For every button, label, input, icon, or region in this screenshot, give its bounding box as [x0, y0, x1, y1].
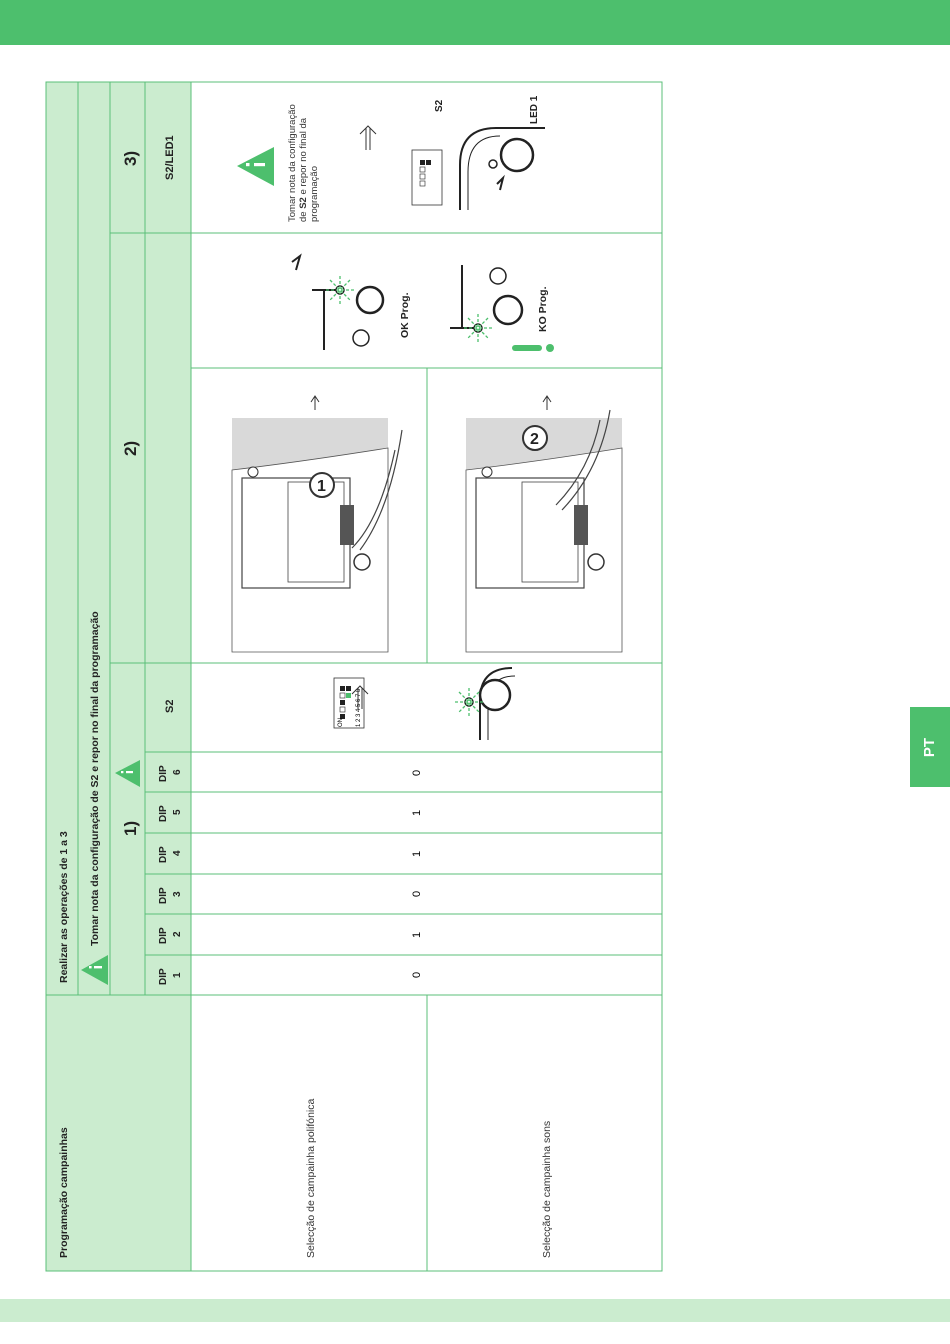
row-label-sons: Selecção de campainha sons — [541, 1120, 553, 1258]
ok-prog-label: OK Prog. — [399, 292, 411, 338]
svg-text:DIP: DIP — [158, 968, 169, 985]
dip-value-4: 1 — [411, 850, 423, 857]
instruction-text: Realizar as operações de 1 a 3 — [58, 831, 70, 983]
col-s2-header: S2 — [164, 699, 176, 713]
svg-text:1: 1 — [172, 972, 183, 978]
dip-value-6: 0 — [411, 769, 423, 776]
dip-value-3: 0 — [411, 890, 423, 897]
row-label-polifonica: Selecção de campainha polifónica — [305, 1098, 317, 1258]
badge-2: 2 — [530, 431, 539, 448]
svg-text:DIP: DIP — [158, 805, 169, 822]
svg-text:6: 6 — [172, 769, 183, 775]
table-title: Programação campainhas — [58, 1127, 70, 1258]
device-illustration-2 — [466, 396, 622, 652]
warning-icon-step3 — [237, 147, 274, 186]
dip-switch-illustration — [334, 678, 364, 728]
svg-text:DIP: DIP — [158, 927, 169, 944]
badge-1: 1 — [317, 478, 326, 495]
svg-text:1 2 3 4 5 6 7 8: 1 2 3 4 5 6 7 8 — [356, 688, 362, 727]
step-2-label: 2) — [121, 440, 140, 456]
note-text: Tomar nota da configuração de S2 e repor no final da programação — [89, 611, 101, 946]
led-corner-illustration-step3 — [460, 128, 545, 210]
svg-text:4: 4 — [172, 850, 183, 856]
led-corner-illustration — [455, 668, 515, 740]
step-1-label: 1) — [121, 820, 140, 836]
col-s2led-header: S2/LED1 — [164, 135, 176, 180]
led-label: LED 1 — [529, 95, 540, 124]
dip-switch-illustration-step3 — [412, 150, 442, 205]
step3-note-line2: de S2 e repor no final da — [298, 117, 309, 222]
device-illustration-1 — [232, 396, 402, 652]
svg-text:DIP: DIP — [158, 765, 169, 782]
svg-text:DIP: DIP — [158, 887, 169, 904]
step-3-label: 3) — [121, 150, 140, 166]
svg-text:5: 5 — [172, 809, 183, 815]
step3-note-line3: programação — [309, 166, 320, 222]
s2-small-label: S2 — [434, 99, 445, 112]
dip-value-1: 0 — [411, 971, 423, 978]
ko-prog-illustration — [450, 265, 554, 352]
ko-prog-label: KO Prog. — [537, 286, 549, 332]
language-tab-label: PT — [921, 737, 939, 757]
step3-note-line1: Tomar nota da configuração — [287, 104, 298, 222]
arrow-icon-step3 — [360, 126, 376, 150]
svg-text:ON: ON — [338, 718, 344, 727]
dip-value-5: 1 — [411, 809, 423, 816]
svg-text:3: 3 — [172, 891, 183, 897]
svg-text:2: 2 — [172, 931, 183, 937]
ok-prog-illustration — [292, 256, 411, 350]
svg-text:DIP: DIP — [158, 846, 169, 863]
language-tab[interactable] — [910, 707, 950, 787]
dip-value-2: 1 — [411, 931, 423, 938]
footer-band — [0, 1299, 950, 1322]
